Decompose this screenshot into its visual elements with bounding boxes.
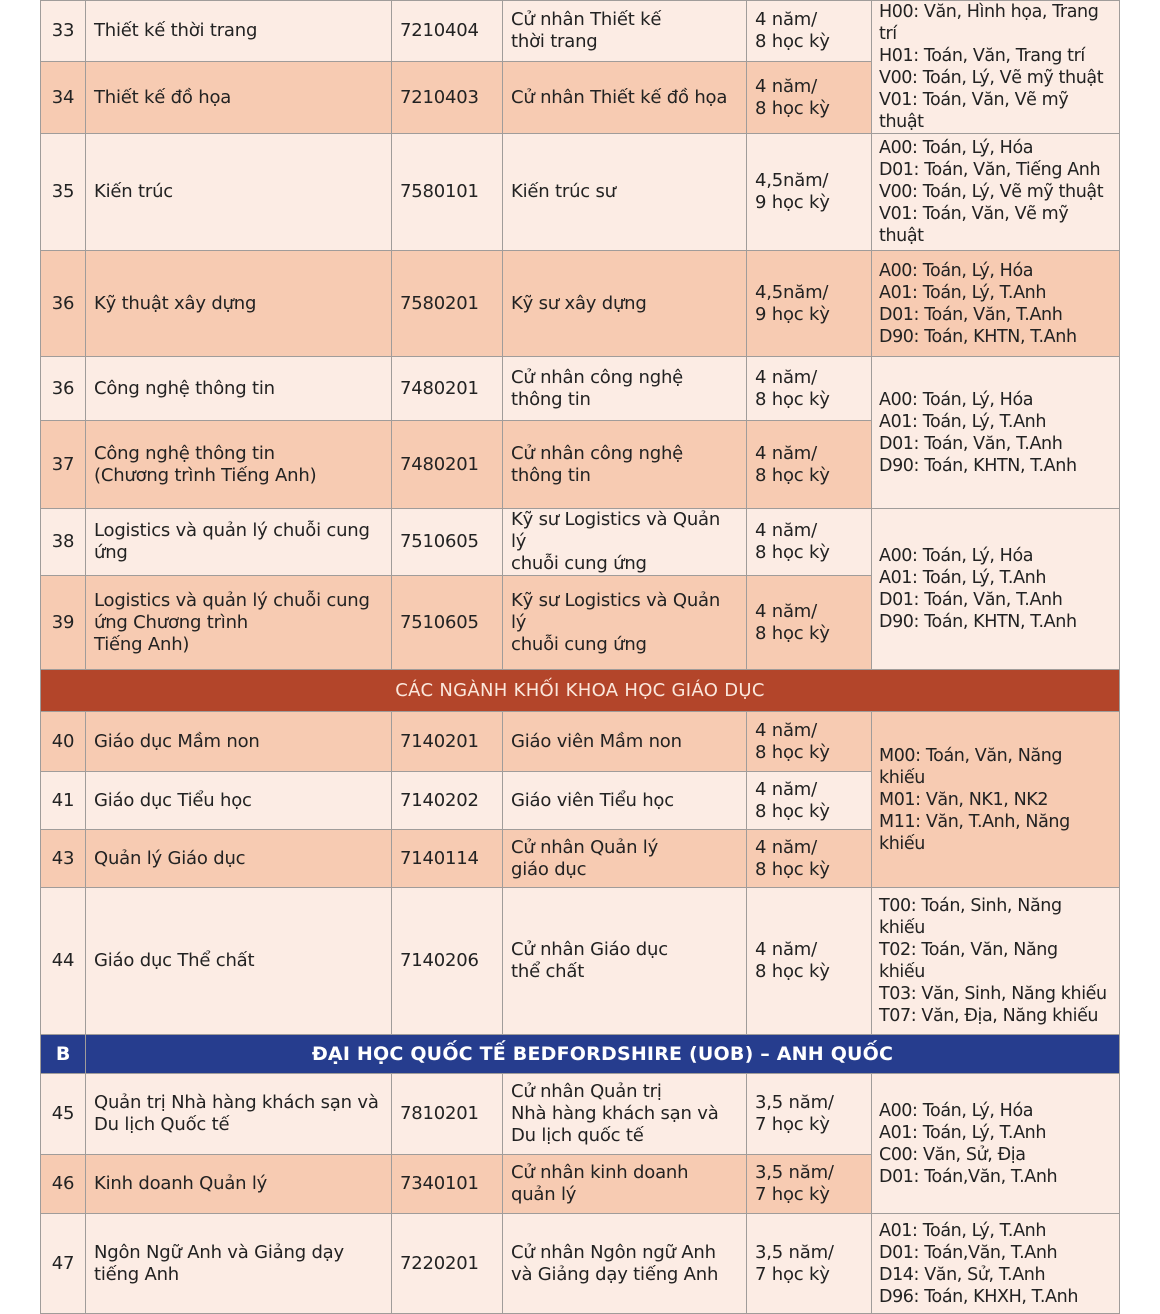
subject-combinations: H00: Văn, Hình họa, Trang trí H01: Toán, Văn, Trang trí V00: Toán, Lý, Vẽ mỹ thuật V01: Toán, Văn, Vẽ mỹ thuật [872,1,1120,134]
subject-combinations: M00: Toán, Văn, Năng khiếu M01: Văn, NK1, NK2 M11: Văn, T.Anh, Năng khiếu [872,712,1120,888]
row-number: 40 [41,712,86,772]
major-code: 7210404 [392,1,503,62]
duration: 4 năm/ 8 học kỳ [747,576,872,670]
row-number: 46 [41,1155,86,1214]
major-code: 7580101 [392,134,503,251]
duration: 4 năm/ 8 học kỳ [747,888,872,1035]
major-code: 7140206 [392,888,503,1035]
section-title: CÁC NGÀNH KHỐI KHOA HỌC GIÁO DỤC [41,670,1120,712]
duration: 4 năm/ 8 học kỳ [747,830,872,888]
table-row [41,1,1120,62]
major-code: 7480201 [392,421,503,509]
row-number: 34 [41,62,86,134]
major-code: 7140114 [392,830,503,888]
row-number: 47 [41,1214,86,1314]
admissions-table [40,0,1120,1314]
duration: 4 năm/ 8 học kỳ [747,509,872,576]
duration: 4,5năm/ 9 học kỳ [747,134,872,251]
subject-combinations: A00: Toán, Lý, Hóa A01: Toán, Lý, T.Anh D01: Toán, Văn, T.Anh D90: Toán, KHTN, T.Anh [872,251,1120,357]
degree-title: Kỹ sư xây dựng [503,251,747,357]
major-code: 7480201 [392,357,503,421]
degree-title: Cử nhân công nghệ thông tin [503,357,747,421]
row-number: 33 [41,1,86,62]
major-name: Quản lý Giáo dục [86,830,392,888]
major-name: Kiến trúc [86,134,392,251]
duration: 4 năm/ 8 học kỳ [747,421,872,509]
duration: 4 năm/ 8 học kỳ [747,712,872,772]
table-row [41,509,1120,576]
table-row [41,712,1120,772]
table-row [41,1214,1120,1314]
degree-title: Kỹ sư Logistics và Quản lý chuỗi cung ứng [503,576,747,670]
major-name: Thiết kế thời trang [86,1,392,62]
major-name: Giáo dục Tiểu học [86,772,392,830]
major-name: Công nghệ thông tin [86,357,392,421]
duration: 3,5 năm/ 7 học kỳ [747,1214,872,1314]
degree-title: Cử nhân Thiết kế thời trang [503,1,747,62]
row-number: 35 [41,134,86,251]
major-code: 7140202 [392,772,503,830]
row-number: 41 [41,772,86,830]
row-number: 43 [41,830,86,888]
table-row [41,251,1120,357]
subject-combinations: A00: Toán, Lý, Hóa A01: Toán, Lý, T.Anh D01: Toán, Văn, T.Anh D90: Toán, KHTN, T.Anh [872,357,1120,509]
major-name: Giáo dục Mầm non [86,712,392,772]
table-row [41,1074,1120,1155]
major-name: Logistics và quản lý chuỗi cung ứng [86,509,392,576]
major-name: Công nghệ thông tin (Chương trình Tiếng Anh) [86,421,392,509]
duration: 4 năm/ 8 học kỳ [747,357,872,421]
duration: 3,5 năm/ 7 học kỳ [747,1155,872,1214]
degree-title: Giáo viên Tiểu học [503,772,747,830]
degree-title: Cử nhân Ngôn ngữ Anh và Giảng dạy tiếng Anh [503,1214,747,1314]
row-number: 38 [41,509,86,576]
subject-combinations: T00: Toán, Sinh, Năng khiếu T02: Toán, Văn, Năng khiếu T03: Văn, Sinh, Năng khiếu T07: Văn, Địa, Năng khiếu [872,888,1120,1035]
major-code: 7140201 [392,712,503,772]
degree-title: Kiến trúc sư [503,134,747,251]
duration: 4 năm/ 8 học kỳ [747,1,872,62]
section-header-uob [41,1035,1120,1074]
table-row [41,357,1120,421]
duration: 4 năm/ 8 học kỳ [747,772,872,830]
major-name: Kỹ thuật xây dựng [86,251,392,357]
major-name: Quản trị Nhà hàng khách sạn và Du lịch Quốc tế [86,1074,392,1155]
major-code: 7220201 [392,1214,503,1314]
subject-combinations: A00: Toán, Lý, Hóa A01: Toán, Lý, T.Anh C00: Văn, Sử, Địa D01: Toán,Văn, T.Anh [872,1074,1120,1214]
degree-title: Cử nhân Thiết kế đồ họa [503,62,747,134]
table-row [41,888,1120,1035]
row-number: 37 [41,421,86,509]
major-code: 7340101 [392,1155,503,1214]
row-number: 44 [41,888,86,1035]
subject-combinations: A01: Toán, Lý, T.Anh D01: Toán,Văn, T.Anh D14: Văn, Sử, T.Anh D96: Toán, KHXH, T.Anh [872,1214,1120,1314]
major-name: Kinh doanh Quản lý [86,1155,392,1214]
major-code: 7510605 [392,509,503,576]
degree-title: Cử nhân Giáo dục thể chất [503,888,747,1035]
table-row [41,134,1120,251]
subject-combinations: A00: Toán, Lý, Hóa A01: Toán, Lý, T.Anh D01: Toán, Văn, T.Anh D90: Toán, KHTN, T.Anh [872,509,1120,670]
degree-title: Cử nhân kinh doanh quản lý [503,1155,747,1214]
section-title: ĐẠI HỌC QUỐC TẾ BEDFORDSHIRE (UOB) – ANH QUỐC [86,1035,1120,1074]
duration: 4 năm/ 8 học kỳ [747,62,872,134]
degree-title: Giáo viên Mầm non [503,712,747,772]
duration: 3,5 năm/ 7 học kỳ [747,1074,872,1155]
major-name: Giáo dục Thể chất [86,888,392,1035]
major-code: 7510605 [392,576,503,670]
row-number: 45 [41,1074,86,1155]
subject-combinations: A00: Toán, Lý, Hóa D01: Toán, Văn, Tiếng Anh V00: Toán, Lý, Vẽ mỹ thuật V01: Toán, Văn, Vẽ mỹ thuật [872,134,1120,251]
duration: 4,5năm/ 9 học kỳ [747,251,872,357]
major-name: Thiết kế đồ họa [86,62,392,134]
major-name: Ngôn Ngữ Anh và Giảng dạy tiếng Anh [86,1214,392,1314]
degree-title: Cử nhân Quản lý giáo dục [503,830,747,888]
degree-title: Cử nhân công nghệ thông tin [503,421,747,509]
major-code: 7810201 [392,1074,503,1155]
row-number: 36 [41,357,86,421]
row-number: 36 [41,251,86,357]
section-header-education [41,670,1120,712]
major-code: 7580201 [392,251,503,357]
degree-title: Cử nhân Quản trị Nhà hàng khách sạn và Du lịch quốc tế [503,1074,747,1155]
row-number: 39 [41,576,86,670]
degree-title: Kỹ sư Logistics và Quản lý chuỗi cung ứng [503,509,747,576]
major-name: Logistics và quản lý chuỗi cung ứng Chương trình Tiếng Anh) [86,576,392,670]
major-code: 7210403 [392,62,503,134]
section-letter: B [41,1035,86,1074]
